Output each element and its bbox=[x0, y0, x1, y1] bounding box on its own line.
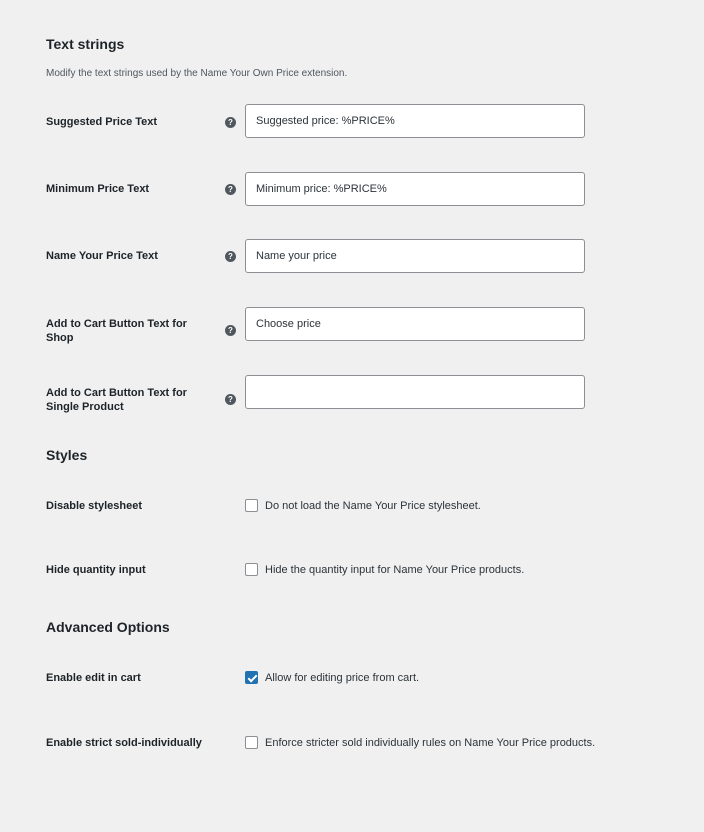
label-minimum-price-text: Minimum Price Text bbox=[46, 183, 150, 195]
help-tip-icon[interactable]: ? bbox=[225, 394, 236, 405]
strict-sold-individually-option[interactable] bbox=[245, 736, 595, 749]
label-enable-edit-in-cart: Enable edit in cart bbox=[46, 672, 141, 684]
label-disable-stylesheet: Disable stylesheet bbox=[46, 500, 142, 512]
label-add-to-cart-shop: Add to Cart Button Text for Shop bbox=[46, 318, 187, 344]
section-title-styles: Styles bbox=[46, 447, 88, 463]
add-to-cart-shop-input[interactable] bbox=[245, 307, 585, 341]
strict-sold-individually-checkbox[interactable] bbox=[245, 736, 258, 749]
label-name-your-price-text: Name Your Price Text bbox=[46, 250, 158, 262]
strict-sold-individually-checkbox-label[interactable]: Enforce stricter sold individually rules on Name Your Price products. bbox=[265, 736, 596, 749]
label-suggested-price-text: Suggested Price Text bbox=[46, 116, 158, 128]
help-tip-icon[interactable]: ? bbox=[225, 184, 236, 195]
checkmark-icon[interactable] bbox=[245, 671, 258, 684]
enable-edit-in-cart-option[interactable] bbox=[245, 671, 419, 684]
name-your-price-text-input[interactable] bbox=[245, 239, 585, 273]
enable-edit-in-cart-checkbox-label[interactable]: Allow for editing price from cart. bbox=[265, 671, 420, 684]
label-enable-strict-sold-individually: Enable strict sold-individually bbox=[46, 737, 202, 749]
hide-quantity-checkbox-label[interactable]: Hide the quantity input for Name Your Price products. bbox=[265, 563, 525, 576]
suggested-price-text-input[interactable] bbox=[245, 104, 585, 138]
section-title-text-strings: Text strings bbox=[46, 36, 125, 52]
label-hide-quantity-input: Hide quantity input bbox=[46, 564, 146, 576]
hide-quantity-checkbox[interactable] bbox=[245, 563, 258, 576]
add-to-cart-single-product-input[interactable] bbox=[245, 375, 585, 409]
help-tip-icon[interactable]: ? bbox=[225, 117, 236, 128]
disable-stylesheet-checkbox-label[interactable]: Do not load the Name Your Price stylesheet. bbox=[265, 499, 481, 512]
label-add-to-cart-single-product: Add to Cart Button Text for Single Product bbox=[46, 387, 187, 413]
disable-stylesheet-checkbox[interactable] bbox=[245, 499, 258, 512]
help-tip-icon[interactable]: ? bbox=[225, 325, 236, 336]
help-tip-icon[interactable]: ? bbox=[225, 251, 236, 262]
minimum-price-text-input[interactable] bbox=[245, 172, 585, 206]
disable-stylesheet-option[interactable] bbox=[245, 499, 481, 512]
section-title-advanced-options: Advanced Options bbox=[46, 619, 170, 635]
section-description: Modify the text strings used by the Name Your Own Price extension. bbox=[46, 68, 348, 79]
hide-quantity-option[interactable] bbox=[245, 563, 524, 576]
